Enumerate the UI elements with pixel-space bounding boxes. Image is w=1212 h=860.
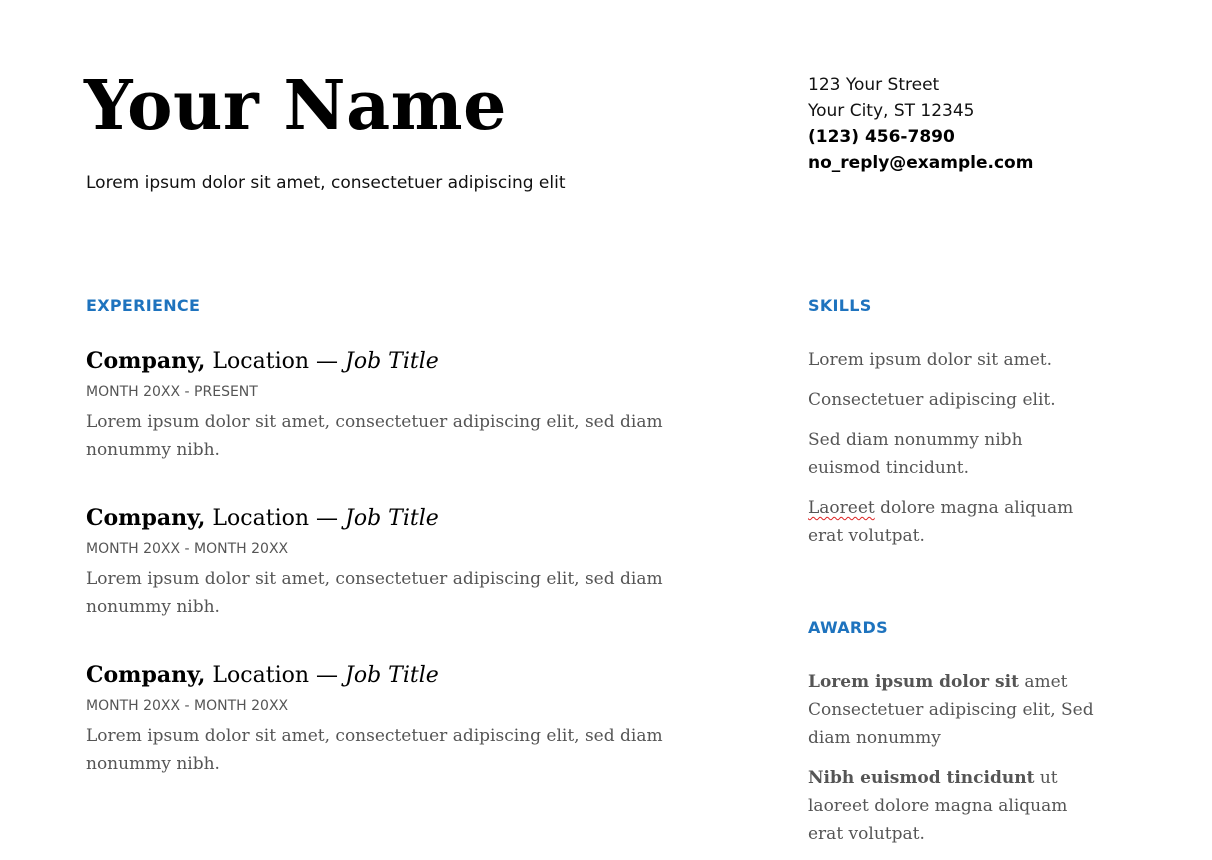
awards-list (808, 668, 1098, 860)
job-title-line (86, 661, 726, 690)
experience-heading: EXPERIENCE (86, 296, 201, 315)
skill-item: Lorem ipsum dolor sit amet. (808, 350, 1053, 370)
job-entry (86, 504, 726, 621)
job-location: Location — (205, 349, 345, 374)
job-company: Company, (86, 662, 206, 688)
skill-item: Sed diam nonummy nibh euismod tincidunt. (808, 430, 1023, 478)
resume-name: Your Name (84, 66, 507, 146)
resume-tagline: Lorem ipsum dolor sit amet, consectetuer adipiscing elit (86, 173, 566, 193)
skill-item (808, 494, 1098, 550)
skill-item: Consectetuer adipiscing elit. (808, 390, 1056, 410)
job-company: Company, (86, 505, 206, 531)
job-role: Job Title (345, 349, 439, 374)
contact-email: no_reply@example.com (808, 153, 1034, 173)
spellcheck-flagged-word[interactable]: Laoreet (808, 498, 875, 518)
job-description: Lorem ipsum dolor sit amet, consectetuer adipiscing elit, sed diam nonummy nibh. (86, 569, 663, 617)
job-description: Lorem ipsum dolor sit amet, consectetuer adipiscing elit, sed diam nonummy nibh. (86, 412, 663, 460)
skills-heading: SKILLS (808, 296, 872, 315)
skills-list (808, 346, 1098, 562)
award-item (808, 668, 1098, 752)
job-dates: MONTH 20XX - MONTH 20XX (86, 698, 289, 714)
job-role: Job Title (345, 663, 439, 688)
award-item (808, 764, 1098, 848)
job-dates: MONTH 20XX - PRESENT (86, 384, 258, 400)
job-title-line (86, 504, 726, 533)
awards-heading: AWARDS (808, 618, 888, 637)
contact-block (808, 72, 1033, 176)
job-dates: MONTH 20XX - MONTH 20XX (86, 541, 289, 557)
award-text: ut laoreet dolore magna aliquam erat volutpat. (808, 768, 1068, 844)
contact-city: Your City, ST 12345 (808, 101, 975, 121)
award-title: Lorem ipsum dolor sit (808, 672, 1019, 692)
job-location: Location — (205, 663, 345, 688)
job-description: Lorem ipsum dolor sit amet, consectetuer adipiscing elit, sed diam nonummy nibh. (86, 726, 663, 774)
job-location: Location — (205, 506, 345, 531)
job-entry (86, 347, 726, 464)
skill-item-text: dolore magna aliquam erat volutpat. (808, 498, 1074, 546)
award-text: amet Consectetuer adipiscing elit, Sed diam nonummy (808, 672, 1094, 748)
job-role: Job Title (345, 506, 439, 531)
job-entry (86, 661, 726, 778)
contact-phone: (123) 456-7890 (808, 127, 955, 147)
award-title: Nibh euismod tincidunt (808, 768, 1035, 788)
contact-street: 123 Your Street (808, 75, 940, 95)
job-title-line (86, 347, 726, 376)
job-company: Company, (86, 348, 206, 374)
